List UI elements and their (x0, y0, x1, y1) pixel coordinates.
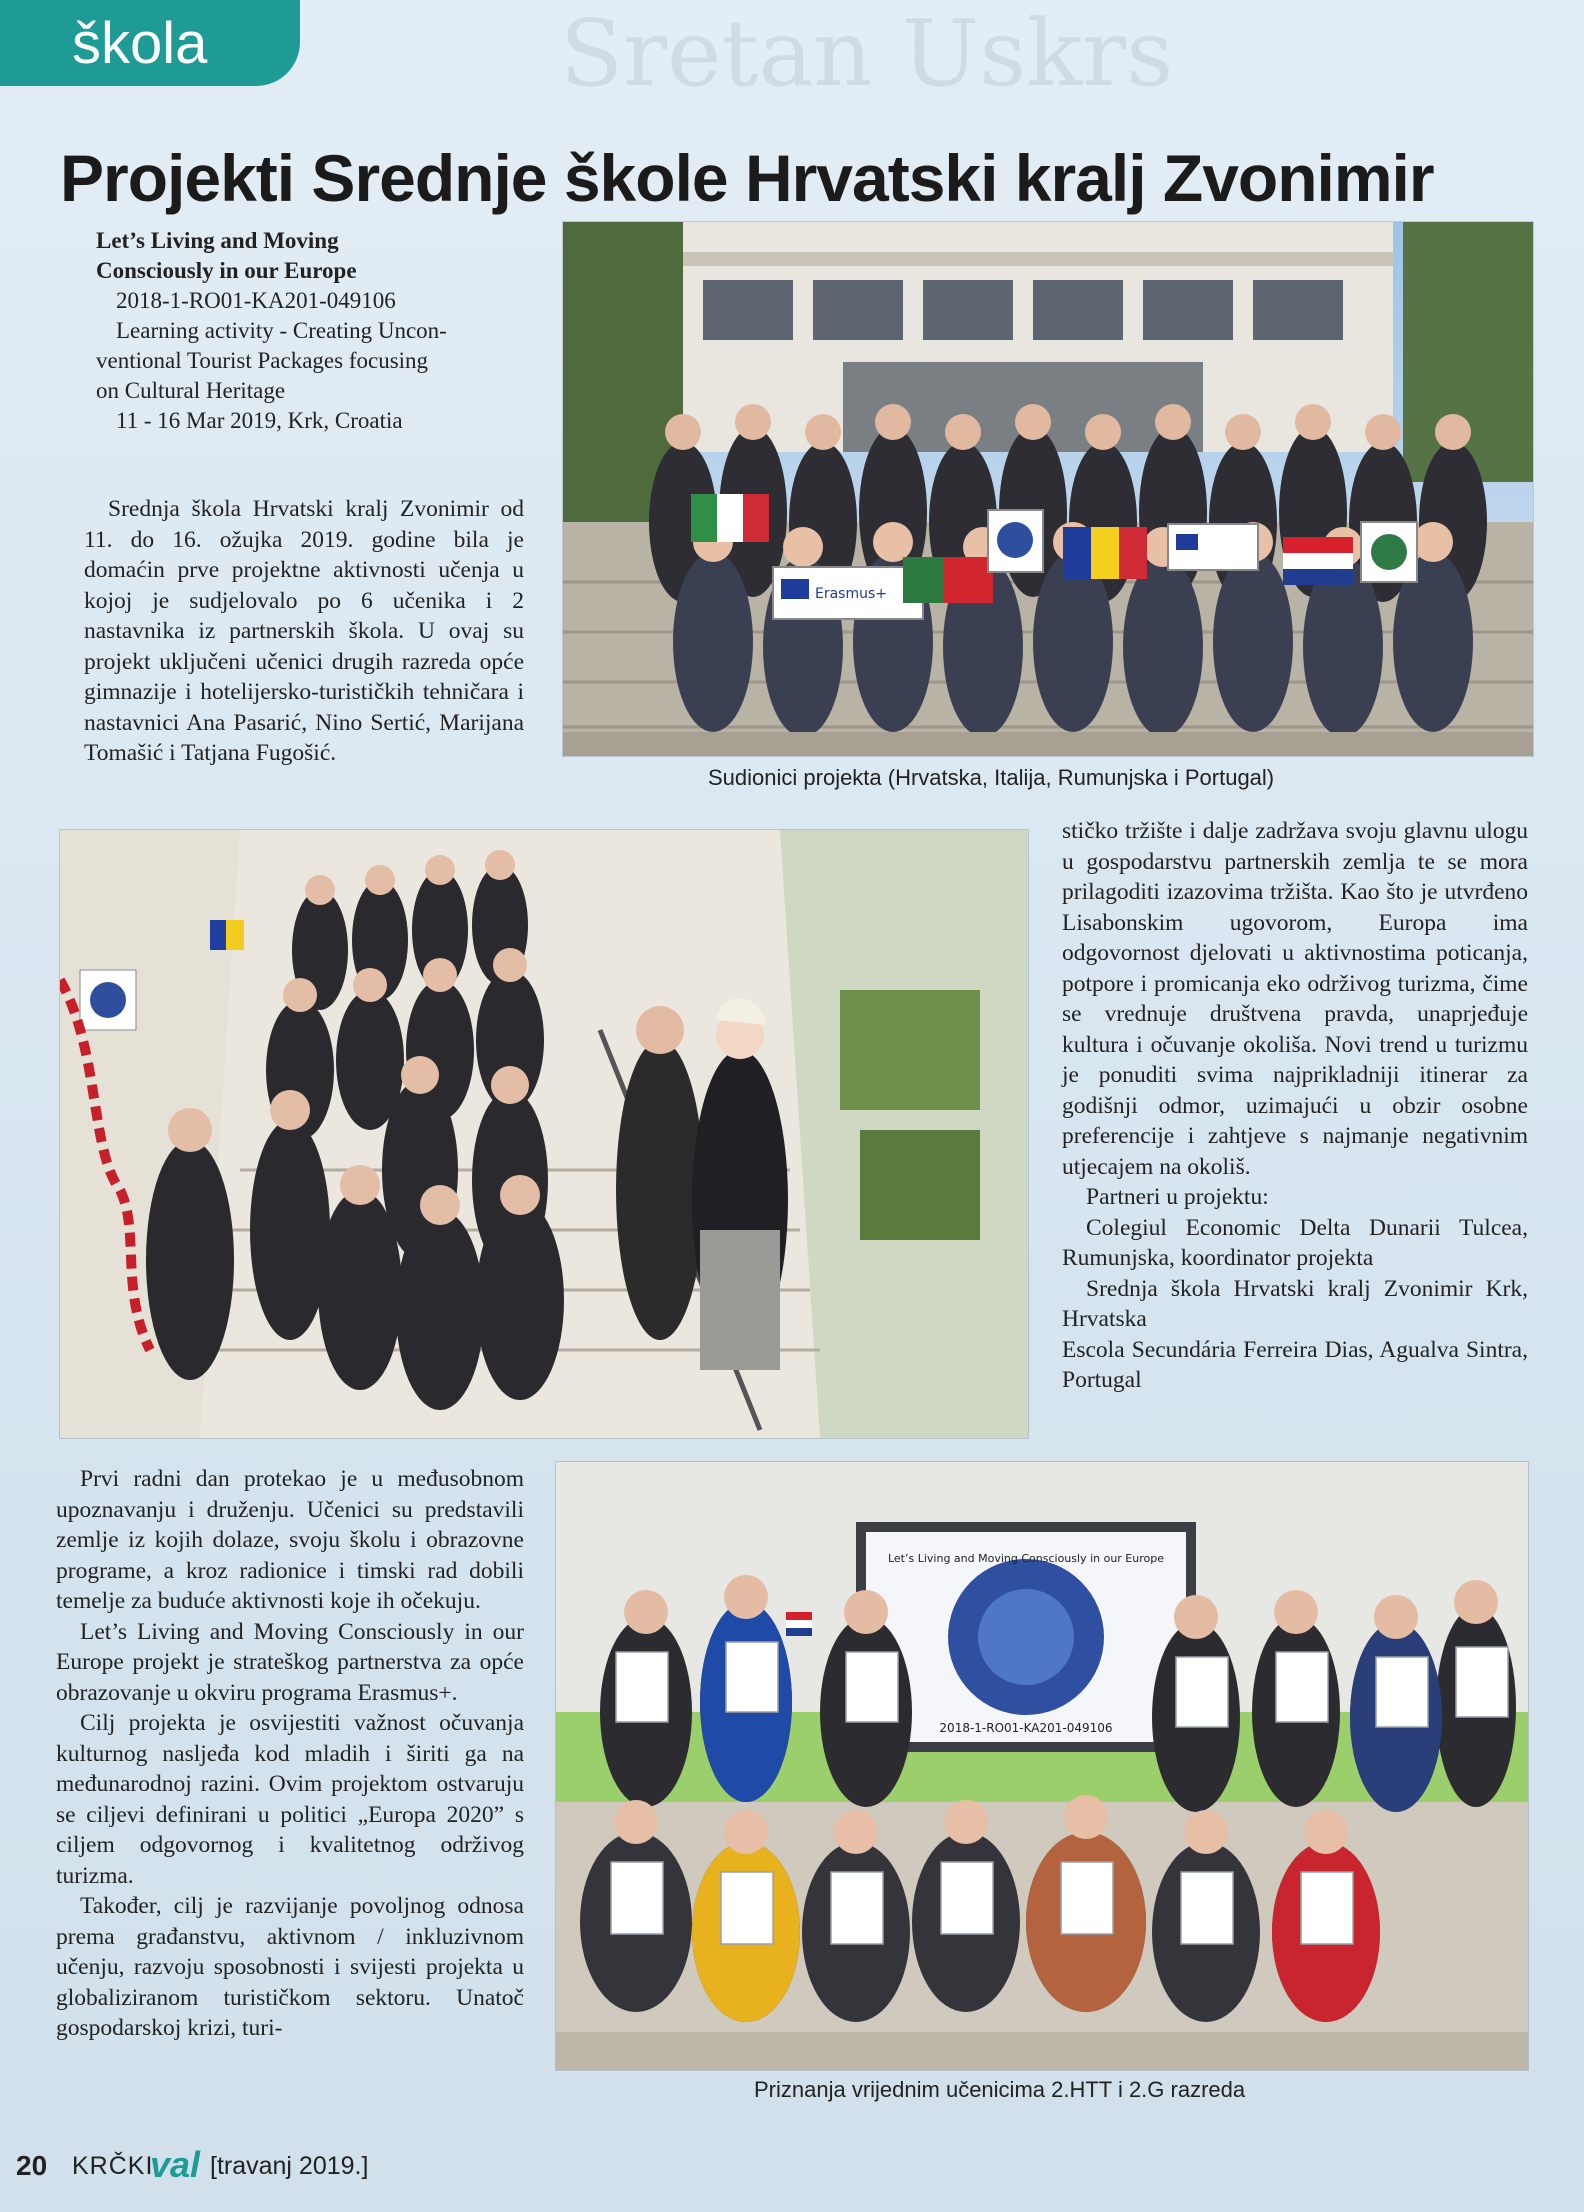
group-photo-caption: Sudionici projekta (Hrvatska, Italija, Rumunjska i Portugal) (708, 765, 1275, 790)
section-label: škola (72, 11, 208, 76)
bottom-paragraph-2: Let’s Living and Moving Consciously in our Europe projekt je strateškog partnerstva za opće obrazovanje u okviru programa Erasmus+. (56, 1618, 524, 1706)
partner-2: Srednja škola Hrvatski kralj Zvonimir Krk, Hrvatska (1062, 1275, 1528, 1332)
middle-paragraph: stičko tržište i dalje zadržava svoju glavnu ulogu u gospodarstvu partnerskih zemlja te se mora prilagoditi izazovima tržišta. Kao što je utvrđeno Lisabonskim ugovorom, Europa ima odgovornost djelovati u aktivnostima poticanja, potpore i promicanja eko održivog turizma, čime se vrednuje društvena pravda, unaprjeđuje kultura i očuvanje okoliša. Novi trend u turizmu je ponuditi svima najprikladniji itinerar za godišnji odmor, uzimajući u obzir osobne preferencije i zahtjeve s najmanje negativnim utjecajem na okoliš. (1062, 818, 1528, 1180)
magazine-name-part-1: KRČKI (72, 2152, 154, 2180)
bottom-paragraph-1: Prvi radni dan protekao je u međusobnom upoznavanju i druženju. Učenici su predstavili zemlje iz kojih dolaze, svoju školu i obrazovne programe, a kroz radionice i timski rad dobili temelje za buduće aktivnosti koje ih očekuju. (56, 1466, 524, 1614)
certificate-photo-illustration (556, 1462, 1528, 2070)
bottom-column (56, 1464, 524, 2044)
project-info-block (96, 226, 524, 436)
screen-code-text: 2018-1-RO01-KA201-049106 (939, 1721, 1113, 1735)
group-photo (563, 222, 1533, 756)
ghost-watermark-text: Sretan Uskrs (560, 0, 1174, 107)
activity-line-2: ventional Tourist Packages focusing (96, 348, 429, 373)
certificate-photo (556, 1462, 1528, 2070)
activity-line-3: on Cultural Heritage (96, 378, 286, 403)
certificate-photo-caption: Priznanja vrijednim učenicima 2.HTT i 2.G razreda (754, 2077, 1246, 2102)
magazine-name-part-2: val (150, 2144, 201, 2185)
issue-date: [travanj 2019.] (210, 2152, 369, 2180)
activity-date-place: 11 - 16 Mar 2019, Krk, Croatia (116, 408, 403, 433)
project-title-line-1: Let’s Living and Moving (96, 228, 339, 253)
article-headline: Projekti Srednje škole Hrvatski kralj Zvonimir (60, 141, 1434, 215)
activity-line-1: Learning activity - Creating Uncon- (116, 318, 447, 343)
middle-column (1062, 816, 1528, 1396)
partner-1: Colegiul Economic Delta Dunarii Tulcea, Rumunjska, koordinator projekta (1062, 1214, 1528, 1271)
stairs-group-photo (60, 830, 1028, 1438)
stairs-photo-illustration (60, 830, 1028, 1438)
group-photo-illustration (563, 222, 1533, 756)
project-code: 2018-1-RO01-KA201-049106 (116, 288, 396, 313)
screen-title-text: Let’s Living and Moving Consciously in our Europe (887, 1552, 1165, 1565)
page-footer (0, 2142, 900, 2192)
erasmus-sign-text: Erasmus+ (815, 586, 888, 602)
bottom-paragraph-3: Cilj projekta je osvijestiti važnost očuvanja kulturnog nasljeđa kod mladih i širiti ga na međunarodnoj razini. Ovim projektom ostvaruju se ciljevi definirani u politici „Europa 2020” s ciljem odgovornog i kvalitetnog održivog turizma. (56, 1710, 524, 1889)
intro-column (84, 494, 524, 769)
partners-heading: Partneri u projektu: (1086, 1184, 1269, 1210)
section-tab (0, 0, 300, 86)
project-title-line-2: Consciously in our Europe (96, 258, 357, 283)
bottom-paragraph-4: Također, cilj je razvijanje povoljnog odnosa prema građanstvu, aktivnom / inkluzivnom učenju, razvoju sposobnosti i svijesti projekta u globaliziranom turističkom sektoru. Unatoč gospodarskoj krizi, turi- (56, 1893, 524, 2041)
partner-3: Escola Secundária Ferreira Dias, Agualva Sintra, Portugal (1062, 1336, 1528, 1393)
intro-paragraph: Srednja škola Hrvatski kralj Zvonimir od 11. do 16. ožujka 2019. godine bila je domaćin prve projektne aktivnosti učenja u kojoj je sudjelovalo po 6 učenika i 2 nastavnika iz partnerskih škola. U ovaj su projekt uključeni učenici drugih razreda opće gimnazije i hotelijersko-turističkih tehničara i nastavnici Ana Pasarić, Nino Sertić, Marijana Tomašić i Tatjana Fugošić. (84, 496, 524, 766)
page-number: 20 (16, 2150, 48, 2181)
